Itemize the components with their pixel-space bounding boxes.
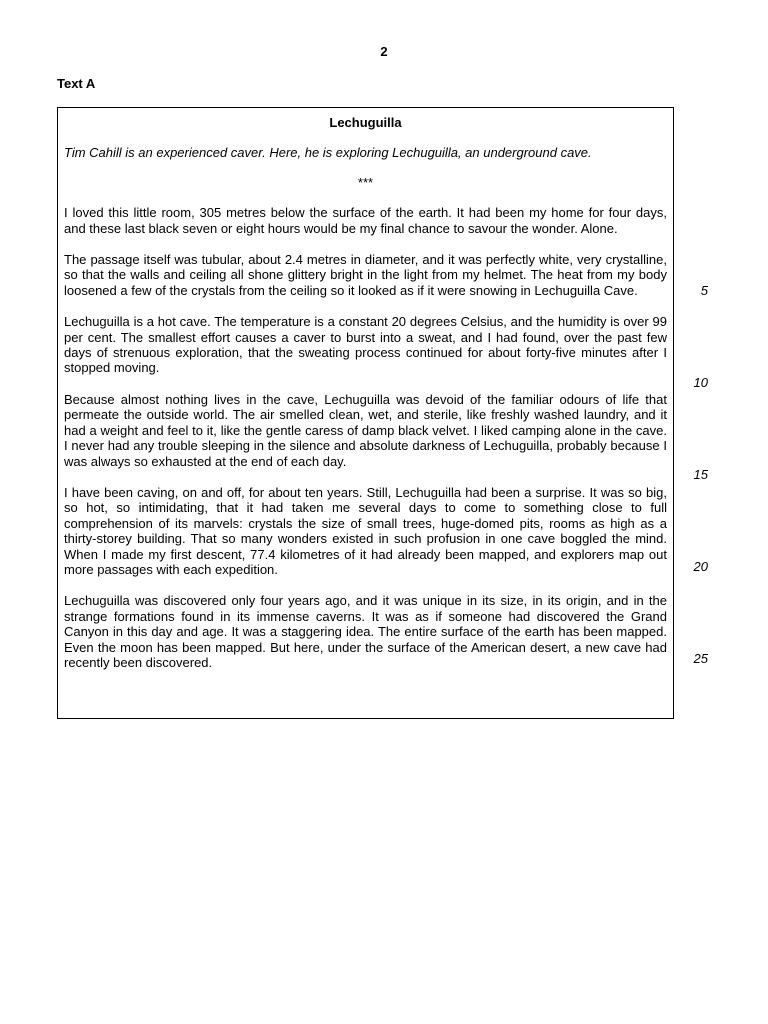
line-number-25: 25 [693,651,708,666]
page-number: 2 [380,44,388,59]
line-number-5: 5 [700,283,708,298]
line-number-15: 15 [693,467,708,482]
paragraph-1: I loved this little room, 305 metres below the surface of the earth. It had been my home for four days, and these last black seven or eight hours would be my final chance to savour the wonder. Alone. [64,205,667,236]
paragraph-6: Lechuguilla was discovered only four years ago, and it was unique in its size, in its origin, and in the strange formations found in its immense caverns. It was as if someone had discovered the Grand Canyon in this day and age. It was a staggering idea. The entire surface of the earth has been mapped. Even the moon has been mapped. But here, under the surface of the American desert, a new cave had recently been discovered. [64,593,667,670]
section-label: Text A [57,76,96,91]
passage-title: Lechuguilla [329,115,402,130]
paragraph-4: Because almost nothing lives in the cave, Lechuguilla was devoid of the familiar odours of life that permeate the outside world. The air smelled clean, wet, and sterile, like freshly washed laundry, and it had a weight and feel to it, like the gentle caress of damp black velvet. I liked camping alone in the cave. I never had any trouble sleeping in the silence and absolute darkness of Lechuguilla, probably because I was always so exhausted at the end of each day. [64,391,667,469]
paragraph-2: The passage itself was tubular, about 2.4 metres in diameter, and it was perfectly white, very crystalline, so that the walls and ceiling all shone glittery bright in the light from my helmet. The heat from my body loosened a few of the crystals from the ceiling so it looked as if it were snowing in Lechuguilla Cave. [64,252,667,298]
passage-intro: Tim Cahill is an experienced caver. Here, he is exploring Lechuguilla, an underground cave. [64,145,592,161]
line-number-10: 10 [693,375,708,390]
line-number-20: 20 [693,559,708,574]
passage-separator: *** [357,174,374,190]
passage-content [64,115,667,670]
paragraph-3: Lechuguilla is a hot cave. The temperature is a constant 20 degrees Celsius, and the humidity is over 99 per cent. The smallest effort causes a caver to burst into a sweat, and I had found, over the past few days of strenuous exploration, that the sweating process continued for about forty-five minutes after I stopped moving. [64,314,667,376]
passage-box [57,107,674,719]
paragraph-5: I have been caving, on and off, for about ten years. Still, Lechuguilla had been a surprise. It was so big, so hot, so intimidating, that it had taken me several days to come to something close to full comprehension of its marvels: crystals the size of small trees, huge-domed pits, rooms as high as a thirty-storey building. That so many wonders existed in such profusion in one cave boggled the mind. When I made my first descent, 77.4 kilometres of it had already been mapped, and explorers map out more passages with each expedition. [64,484,667,577]
